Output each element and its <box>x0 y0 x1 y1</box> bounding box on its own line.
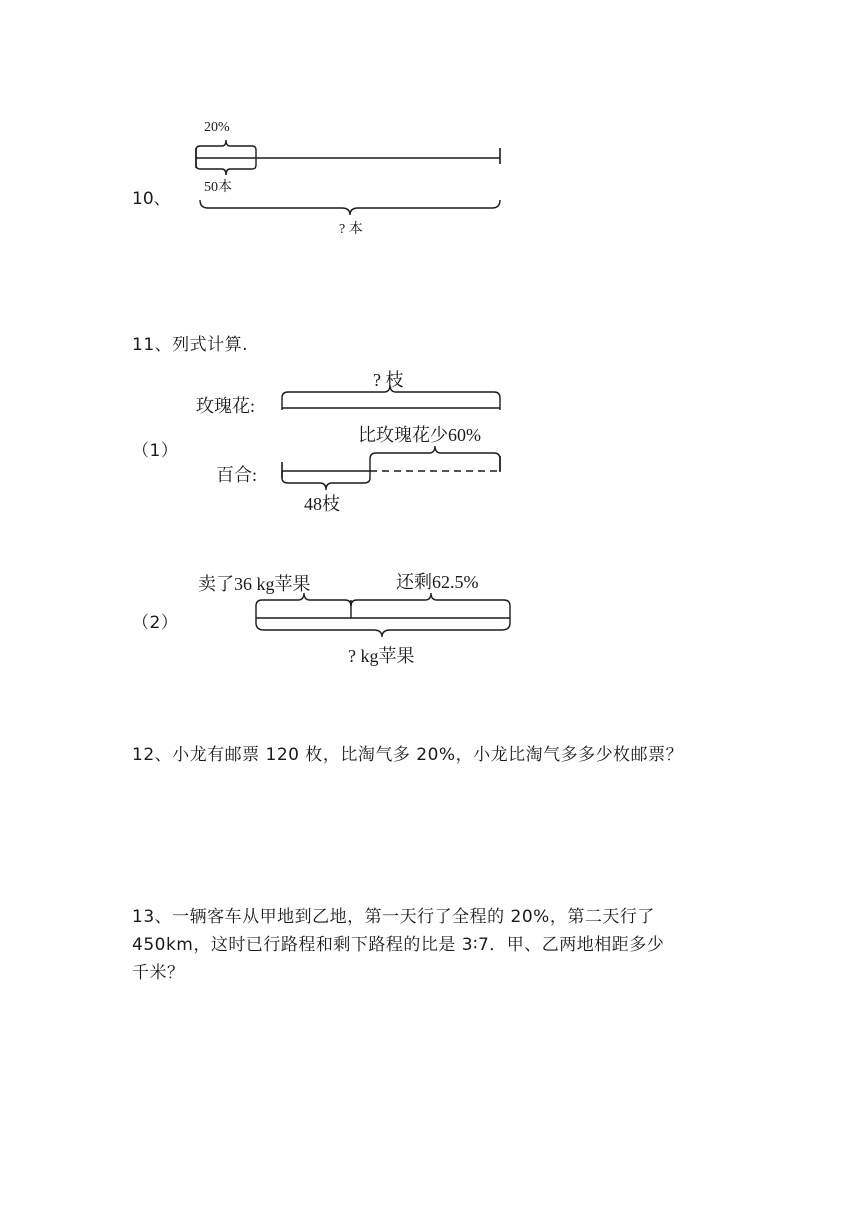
q11-rose-total-label: ? 枝 <box>373 370 404 390</box>
q11-lily-value: 48枝 <box>304 494 340 514</box>
q10-percent-label: 20% <box>204 120 230 135</box>
q11-remain-label: 还剩62.5% <box>396 572 479 592</box>
q11-rose-label: 玫瑰花: <box>196 396 256 416</box>
question-12-text: 12、小龙有邮票 120 枚，比淘气多 20%，小龙比淘气多多少枚邮票？ <box>132 745 684 765</box>
q10-part-label: 50本 <box>204 180 232 195</box>
q11-apple-total-label: ? kg苹果 <box>348 646 415 666</box>
q11-diff-label: 比玫瑰花少60% <box>358 425 481 445</box>
q11-sub2-number: （2） <box>132 613 179 633</box>
question-11-heading: 11、列式计算. <box>132 335 249 355</box>
question-13-line-1: 13、一辆客车从甲地到乙地，第一天行了全程的 20%，第二天行了 <box>132 907 655 927</box>
question-13-line-2: 450km，这时已行路程和剩下路程的比是 3∶7．甲、乙两地相距多少 <box>132 935 665 955</box>
q10-total-label: ? 本 <box>339 222 363 237</box>
q11-remain-brace <box>351 593 510 618</box>
question-10-number: 10、 <box>132 189 171 209</box>
q11-lily-label: 百合: <box>216 465 258 485</box>
q11-sold-label: 卖了36 kg苹果 <box>198 574 311 594</box>
q11-apple-total-brace <box>256 618 510 637</box>
question-13-line-3: 千米？ <box>132 963 185 983</box>
q11-sold-brace <box>256 593 351 618</box>
q11-sub1-number: （1） <box>132 441 179 461</box>
